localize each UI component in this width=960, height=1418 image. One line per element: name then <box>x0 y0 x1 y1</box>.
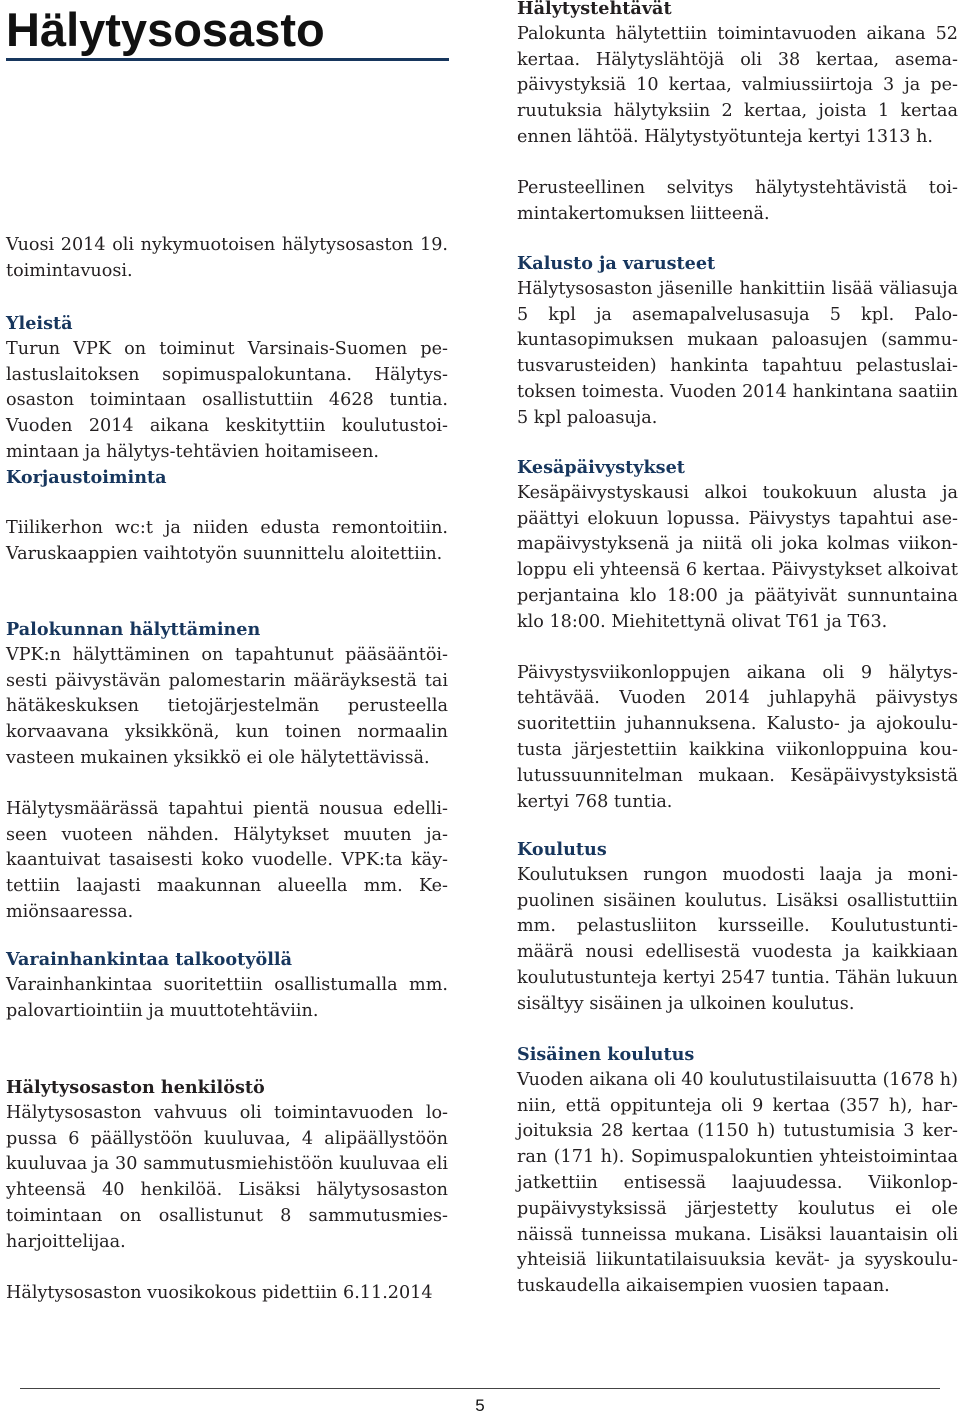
intro-section <box>6 233 448 285</box>
intro-text: Vuosi 2014 oli nykymuotoisen hälytysosaston 19. toimintavuosi. <box>6 235 448 281</box>
halyttaminen-text-1: VPK:n hälyttäminen on tapahtunut pääsääntöisesti päivystävän palomestarin määräyksestä tai hätäkeskuksen tietojärjestelmän perusteella korvaavana yksikkönä, kun toinen normaalin vasteen mukainen yksikkö ei ole hälytettävissä. <box>6 644 448 768</box>
tehtavat-heading: Hälytystehtävät <box>517 0 672 19</box>
sisainen-heading: Sisäinen koulutus <box>517 1044 695 1065</box>
kalusto-text: Hälytysosaston jäsenille hankittiin lisää väliasuja 5 kpl ja asemapalvelusasuja 5 kpl. Palokuntasopimuksen mukaan paloasujen (sammutusvarusteiden) hankinta tapahtuu pelastuslaitoksen toimesta. Vuoden 2014 hankintana saatiin 5 kpl paloasuja. <box>517 278 958 428</box>
henkilosto-text-2: Hälytysosaston vuosikokous pidettiin 6.11.2014 <box>6 1282 433 1303</box>
henkilosto-heading: Hälytysosaston henkilöstö <box>6 1077 265 1098</box>
kesapaivystykset-heading: Kesäpäivystykset <box>517 457 685 478</box>
sisainen-section <box>517 1042 958 1300</box>
henkilosto-text-1: Hälytysosaston vahvuus oli toimintavuoden lopussa 6 päällystöön kuuluvaa, 4 alipäällystöön kuuluvaa ja 30 sammutusmiehistöön kuuluvaa eli yhteensä 40 henkilöä. Lisäksi hälytysosaston toimintaan on osallistunut 8 sammutusmiesharjoittelijaa. <box>6 1102 448 1252</box>
halyttaminen-heading: Palokunnan hälyttäminen <box>6 619 261 640</box>
varainhankinta-text: Varainhankintaa suoritettiin osallistumalla mm. palovartiointiin ja muuttotehtäviin. <box>6 974 448 1021</box>
page-number: 5 <box>475 1396 485 1415</box>
halyttaminen-section <box>6 617 448 926</box>
halyttaminen-text-2: Hälytysmäärässä tapahtui pientä nousua edelliseen vuoteen nähden. Hälytykset muuten jakaantuivat tasaisesti koko vuodelle. VPK:ta käytettiin laajasti maakunnan alueella mm. Kemiönsaaressa. <box>6 798 448 922</box>
varainhankinta-heading: Varainhankintaa talkootyöllä <box>6 949 293 970</box>
kesapaivystykset-text-1: Kesäpäivystyskausi alkoi toukokuun alusta ja päättyi elokuun lopussa. Päivystys tapahtui asemapäivystyksenä ja niitä oli joka kolmas viikonloppu eli yhteensä 6 kertaa. Päivystykset alkoivat perjantaina klo 18:00 ja päätyivät sunnuntaina klo 18:00. Miehitettynä olivat T61 ja T63. <box>517 482 958 632</box>
korjaus-heading: Korjaustoiminta <box>6 467 167 488</box>
sisainen-text: Vuoden aikana oli 40 koulutustilaisuutta (1678 h) niin, että oppitunteja oli 9 kertaa (357 h), harjoituksia 28 kertaa (1150 h) tutustumisia 3 kerran (171 h). Sopimuspalokuntien yhteistoimintaa jatkettiin entisessä laajuudessa. Viikonloppupäivystyksissä järjestetty koulutus ei ole näissä tunneissa mukana. Lisäksi lauantaisin oli yhteisiä liikuntatilaisuuksia kevät- ja syyskoulutuskaudella aikaisempien vuosien tapaan. <box>517 1069 958 1297</box>
kesapaivystykset-text-2: Päivystysviikonloppujen aikana oli 9 hälytystehtävää. Vuoden 2014 juhlapyhä päivystys suoritettiin juhannuksena. Kalusto- ja ajokoulutusta järjestettiin kaikkina viikonloppuina koulutussuunnitelman mukaan. Kesäpäivystyksistä kertyi 768 tuntia. <box>517 662 958 812</box>
tehtavat-section <box>517 0 958 227</box>
kalusto-section <box>517 251 958 432</box>
yleista-text: Turun VPK on toiminut Varsinais-Suomen pelastuslaitoksen sopimuspalokuntana. Hälytysosaston toimintaan osallistuttiin 4628 tuntia. Vuoden 2014 aikana keskityttiin koulutustoimintaan ja hälytys-tehtävien hoitamiseen. <box>6 338 448 462</box>
korjaus-text: Tiilikerhon wc:t ja niiden edusta remontoitiin. Varuskaappien vaihtotyön suunnittelu aloitettiin. <box>6 517 448 564</box>
koulutus-text: Koulutuksen rungon muodosti laaja ja monipuolinen sisäinen koulutus. Lisäksi osallistuttiin mm. pelastusliiton kursseille. Koulutustuntimäärä nousi edellisestä vuodesta ja kaikkiaan koulutustunteja kertyi 2547 tuntia. Tähän lukuun sisältyy sisäinen ja ulkoinen koulutus. <box>517 864 958 1014</box>
korjaus-section <box>6 465 448 567</box>
kalusto-heading: Kalusto ja varusteet <box>517 253 716 274</box>
title-underline <box>6 58 449 61</box>
page-title: Hälytysosasto <box>6 3 325 56</box>
yleista-heading: Yleistä <box>6 313 73 334</box>
kesapaivystykset-section <box>517 455 958 815</box>
tehtavat-text-1: Palokunta hälytettiin toimintavuoden aikana 52 kertaa. Hälytyslähtöjä oli 38 kertaa, asemapäivystyksiä 10 kertaa, valmiussiirtoja 3 ja peruutuksia hälytyksiin 2 kertaa, joista 1 kertaa ennen lähtöä. Hälytystyötunteja kertyi 1313 h. <box>517 23 958 147</box>
henkilosto-section <box>6 1075 448 1306</box>
koulutus-section <box>517 837 958 1018</box>
footer-rule <box>20 1388 940 1389</box>
yleista-section <box>6 311 448 466</box>
varainhankinta-section <box>6 947 448 1024</box>
tehtavat-text-2: Perusteellinen selvitys hälytystehtävistä toimintakertomuksen liitteenä. <box>517 177 958 224</box>
koulutus-heading: Koulutus <box>517 839 607 860</box>
